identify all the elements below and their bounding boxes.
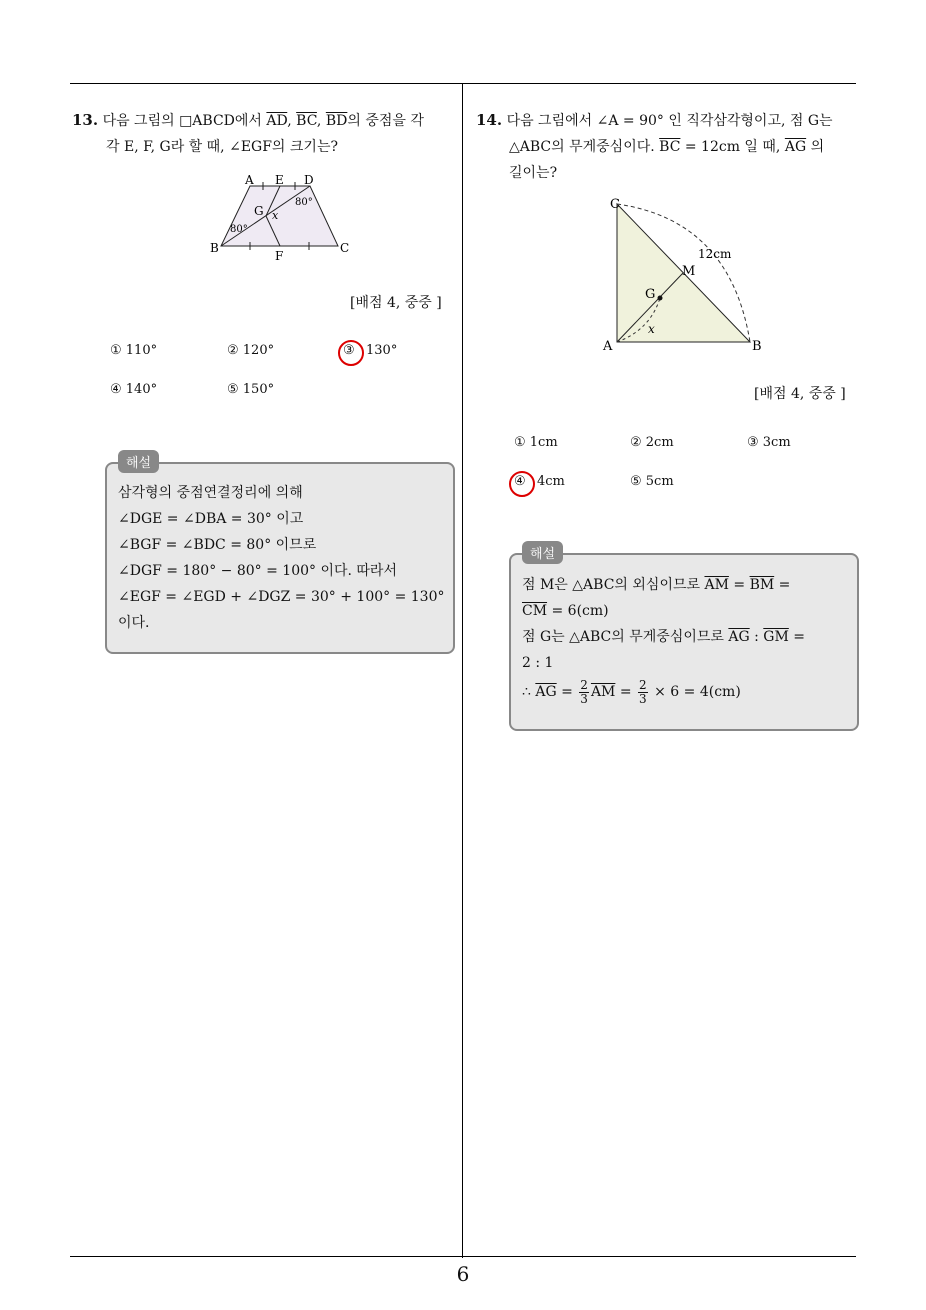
q13-label-d: D xyxy=(304,173,314,187)
q13-label-c: C xyxy=(340,241,350,255)
q13-text-b: 의 중점을 각 xyxy=(347,113,424,129)
q14-point-g xyxy=(658,296,663,301)
q14-sol-eq: = xyxy=(728,577,750,593)
q13-choice-2[interactable]: ② 120° xyxy=(227,343,275,358)
q13-solution-line: 이다. xyxy=(118,615,150,631)
q14-sol-bm: $\overline{BM}$ xyxy=(749,577,775,593)
q13-trapezoid xyxy=(221,186,338,246)
q14-text-1: 다음 그림에서 ∠A = 90° 인 직각삼각형이고, 점 G는 xyxy=(506,113,833,129)
q14-line3: 길이는? xyxy=(509,165,558,181)
q13-solution-line: ∠BGF = ∠BDC = 80° 이므로 xyxy=(118,537,317,553)
q14-label-c: C xyxy=(610,197,620,212)
q13-seg-bc: $\overline{BC}$ xyxy=(296,113,317,129)
q14-sol-colon: : xyxy=(749,629,764,645)
q13-trapezoid-figure xyxy=(205,170,355,265)
q14-label-m: M xyxy=(682,264,696,279)
q13-seg-ad: $\overline{AD}$ xyxy=(266,113,288,129)
q14-sol-therefore: ∴ xyxy=(522,684,536,700)
q14-solution-line1 xyxy=(522,572,847,598)
q14-sol-am: $\overline{AM}$ xyxy=(704,577,729,593)
question-14 xyxy=(476,107,861,186)
q14-choice-3[interactable]: ③ 3cm xyxy=(747,435,791,450)
question-13 xyxy=(72,107,457,160)
q13-text-a: 다음 그림의 □ABCD에서 xyxy=(102,113,267,129)
q13-sep1: , xyxy=(287,113,297,129)
q13-label-g: G xyxy=(254,204,264,218)
q14-sol-text: = 6(cm) xyxy=(547,603,609,619)
q13-choice-3-text[interactable]: 130° xyxy=(366,343,398,358)
q13-label-b: B xyxy=(210,241,219,255)
q14-choice-1[interactable]: ① 1cm xyxy=(514,435,558,450)
q14-sol-eq: = xyxy=(774,577,791,593)
q14-solution-line3 xyxy=(522,624,847,650)
q14-text-2b: = 12cm 일 때, xyxy=(680,139,785,155)
q14-sol-fraction-2 xyxy=(638,679,648,706)
q14-sol-ag2: $\overline{AG}$ xyxy=(535,684,557,700)
q13-label-80-b: 80° xyxy=(230,224,248,235)
q14-sol-fraction xyxy=(579,679,589,706)
q14-score: [배점 4, 중중 ] xyxy=(754,386,846,402)
q14-label-12cm: 12cm xyxy=(698,247,732,261)
q13-line1 xyxy=(72,107,457,134)
q14-line1 xyxy=(476,107,861,134)
q13-choice-4[interactable]: ④ 140° xyxy=(110,382,158,397)
q13-line2: 각 E, F, G라 할 때, ∠EGF의 크기는? xyxy=(106,139,338,155)
q14-solution-line2 xyxy=(522,598,847,624)
q14-line2 xyxy=(476,134,861,160)
q14-seg-ag: $\overline{AG}$ xyxy=(784,139,807,155)
q14-sol-text: 점 G는 △ABC의 무게중심이므로 xyxy=(522,629,729,645)
bottom-rule xyxy=(70,1256,856,1257)
q14-sol-cm: $\overline{CM}$ xyxy=(522,603,548,619)
top-rule xyxy=(70,83,856,84)
q14-frac-den-2: 3 xyxy=(639,691,647,706)
q13-solution-tag: 해설 xyxy=(118,450,159,473)
q14-label-x: x xyxy=(648,322,655,336)
q14-label-b: B xyxy=(752,339,762,354)
q14-sol-eq: = xyxy=(556,684,578,700)
q14-label-a: A xyxy=(603,339,613,354)
q14-choice-4-number[interactable]: ④ xyxy=(514,474,526,489)
q14-solution-line4: 2 : 1 xyxy=(522,655,554,671)
q14-seg-bc: $\overline{BC}$ xyxy=(659,139,681,155)
page-number: 6 xyxy=(456,1262,470,1286)
column-divider xyxy=(462,83,463,1258)
q13-label-80-d: 80° xyxy=(295,197,313,208)
q14-solution-text xyxy=(522,572,847,708)
q13-label-x: x xyxy=(272,209,279,222)
q13-number: 13. xyxy=(72,111,99,129)
q14-number: 14. xyxy=(476,111,503,129)
q14-frac-num-2: 2 xyxy=(639,677,647,692)
q14-sol-ag: $\overline{AG}$ xyxy=(728,629,750,645)
q13-solution-line: ∠DGF = 180° − 80° = 100° 이다. 따라서 xyxy=(118,563,397,579)
q14-sol-eq: = xyxy=(788,629,806,645)
q14-sol-tail: × 6 = 4(cm) xyxy=(649,684,741,700)
q13-choice-5[interactable]: ⑤ 150° xyxy=(227,382,275,397)
q14-text-2c: 의 xyxy=(806,139,825,155)
q13-label-e: E xyxy=(275,173,284,187)
q13-label-f: F xyxy=(275,249,284,263)
q13-choice-3-number[interactable]: ③ xyxy=(343,343,355,358)
q14-choice-4-text[interactable]: 4cm xyxy=(537,474,565,489)
q13-solution-line: ∠EGF = ∠EGD + ∠DGZ = 30° + 100° = 130° xyxy=(118,589,445,605)
q13-label-a: A xyxy=(245,173,254,187)
q14-solution-line5 xyxy=(522,676,847,708)
q13-solution-line: ∠DGE = ∠DBA = 30° 이고 xyxy=(118,511,304,527)
q13-choice-1[interactable]: ① 110° xyxy=(110,343,158,358)
q14-triangle-figure xyxy=(600,190,780,360)
q14-sol-am2: $\overline{AM}$ xyxy=(590,684,616,700)
q14-label-g: G xyxy=(645,287,656,302)
q14-sol-text: 점 M은 △ABC의 외심이므로 xyxy=(522,577,705,593)
q13-solution-text xyxy=(118,480,444,636)
q14-text-2a: △ABC의 무게중심이다. xyxy=(509,139,660,155)
q14-frac-num: 2 xyxy=(580,677,588,692)
q14-choice-5[interactable]: ⑤ 5cm xyxy=(630,474,674,489)
q14-frac-den: 3 xyxy=(580,691,588,706)
q14-sol-eq: = xyxy=(615,684,637,700)
q14-solution-tag: 해설 xyxy=(522,541,563,564)
q13-seg-bd: $\overline{BD}$ xyxy=(325,113,348,129)
q13-score: [배점 4, 중중 ] xyxy=(350,295,442,311)
q13-sep2: , xyxy=(316,113,326,129)
q14-sol-gm: $\overline{GM}$ xyxy=(763,629,789,645)
q13-solution-line: 삼각형의 중점연결정리에 의해 xyxy=(118,485,303,501)
q14-choice-2[interactable]: ② 2cm xyxy=(630,435,674,450)
